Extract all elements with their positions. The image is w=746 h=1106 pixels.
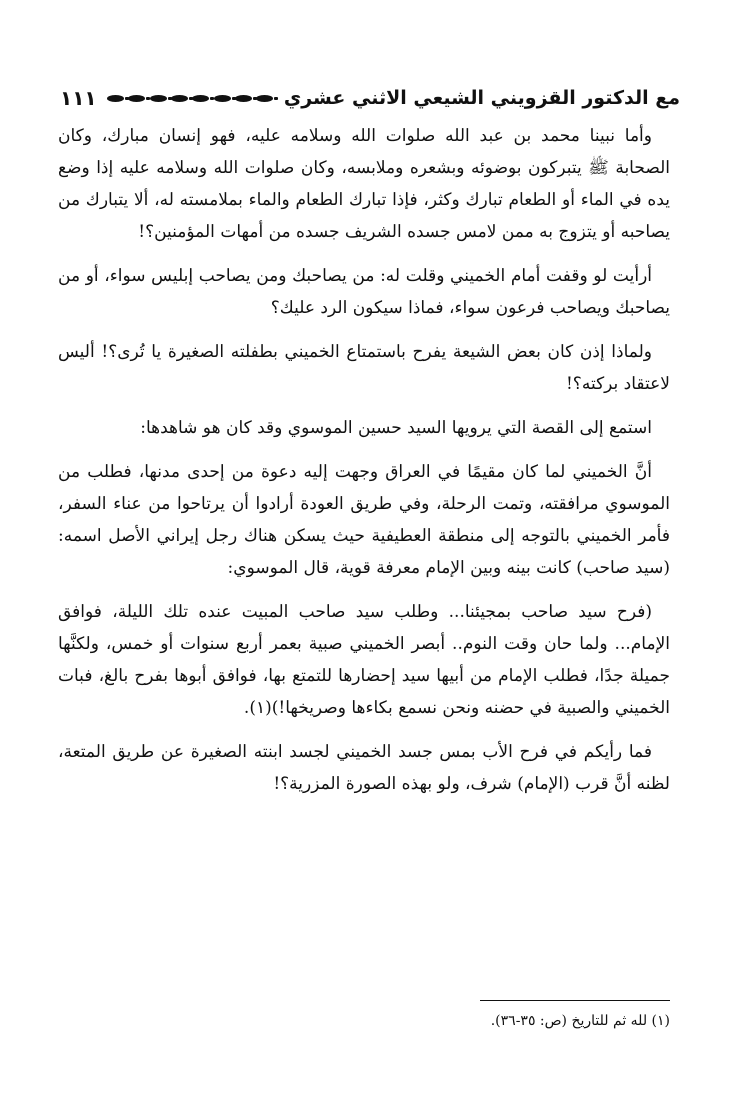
paragraph: ولماذا إذن كان بعض الشيعة يفرح باستمتاع الخميني بطفلته الصغيرة يا تُرى؟! أليس لاعتقاد بركته؟! — [58, 342, 670, 394]
paragraph: فما رأيكم في فرح الأب بمس جسد الخميني لجسد ابنته الصغيرة عن طريق المتعة، لظنه أنَّ قرب (الإمام) شرف، ولو بهذه الصورة المزرية؟! — [58, 742, 670, 794]
body-text — [58, 120, 670, 812]
running-title: مع الدكتور القزويني الشيعي الاثني عشري — [283, 87, 680, 109]
paragraph: أرأيت لو وقفت أمام الخميني وقلت له: من يصاحبك ومن يصاحب إبليس سواء، أو من يصاحبك ويصاحب فرعون سواء، فماذا سيكون الرد عليك؟ — [58, 266, 670, 318]
page-number: ١١١ — [60, 86, 97, 110]
quoted-paragraph: (فرح سيد صاحب بمجيئنا... وطلب سيد صاحب المبيت عنده تلك الليلة، فوافق الإمام... ولما حان وقت النوم.. أبصر الخميني صبية بعمر أربع سنوات أو خمس، ولكنَّها جميلة جدًا، فطلب الإمام من أبيها سيد إحضارها للتمتع بها، فوافق أبوها بفرح بالغ، فبات الخميني والصبية في حضنه ونحن نسمع بكاءها وصريخها!)(١). — [58, 602, 670, 718]
paragraph: وأما نبينا محمد بن عبد الله صلوات الله وسلامه عليه، فهو إنسان مبارك، وكان الصحابة ﷺ يتبركون بوضوئه وبشعره وملابسه، وكان صلوات الله وسلامه عليه إذا وضع يده في الماء أو الطعام تبارك وكثر، فإذا تبارك الطعام والماء بملامسته له، ألا يتبارك من يصاحبه أو يتزوج به ممن لامس جسده الشريف جسده من أمهات المؤمنين؟! — [58, 126, 670, 242]
running-header — [60, 78, 680, 118]
footnote-divider — [480, 1000, 670, 1001]
ornament-chain-icon — [97, 95, 284, 102]
footnote: (١) لله ثم للتاريخ (ص: ٣٥-٣٦). — [490, 1013, 670, 1029]
paragraph: استمع إلى القصة التي يرويها السيد حسين الموسوي وقد كان هو شاهدها: — [140, 418, 652, 438]
paragraph: أنَّ الخميني لما كان مقيمًا في العراق وجهت إليه دعوة من إحدى مدنها، فطلب من الموسوي مرافقته، وتمت الرحلة، وفي طريق العودة أرادوا أن يرتاحوا من عناء السفر، فأمر الخميني بالتوجه إلى منطقة العطيفية حيث يسكن هناك رجل إيراني الأصل اسمه: (سيد صاحب) كانت بينه وبين الإمام معرفة قوية، قال الموسوي: — [58, 462, 670, 578]
